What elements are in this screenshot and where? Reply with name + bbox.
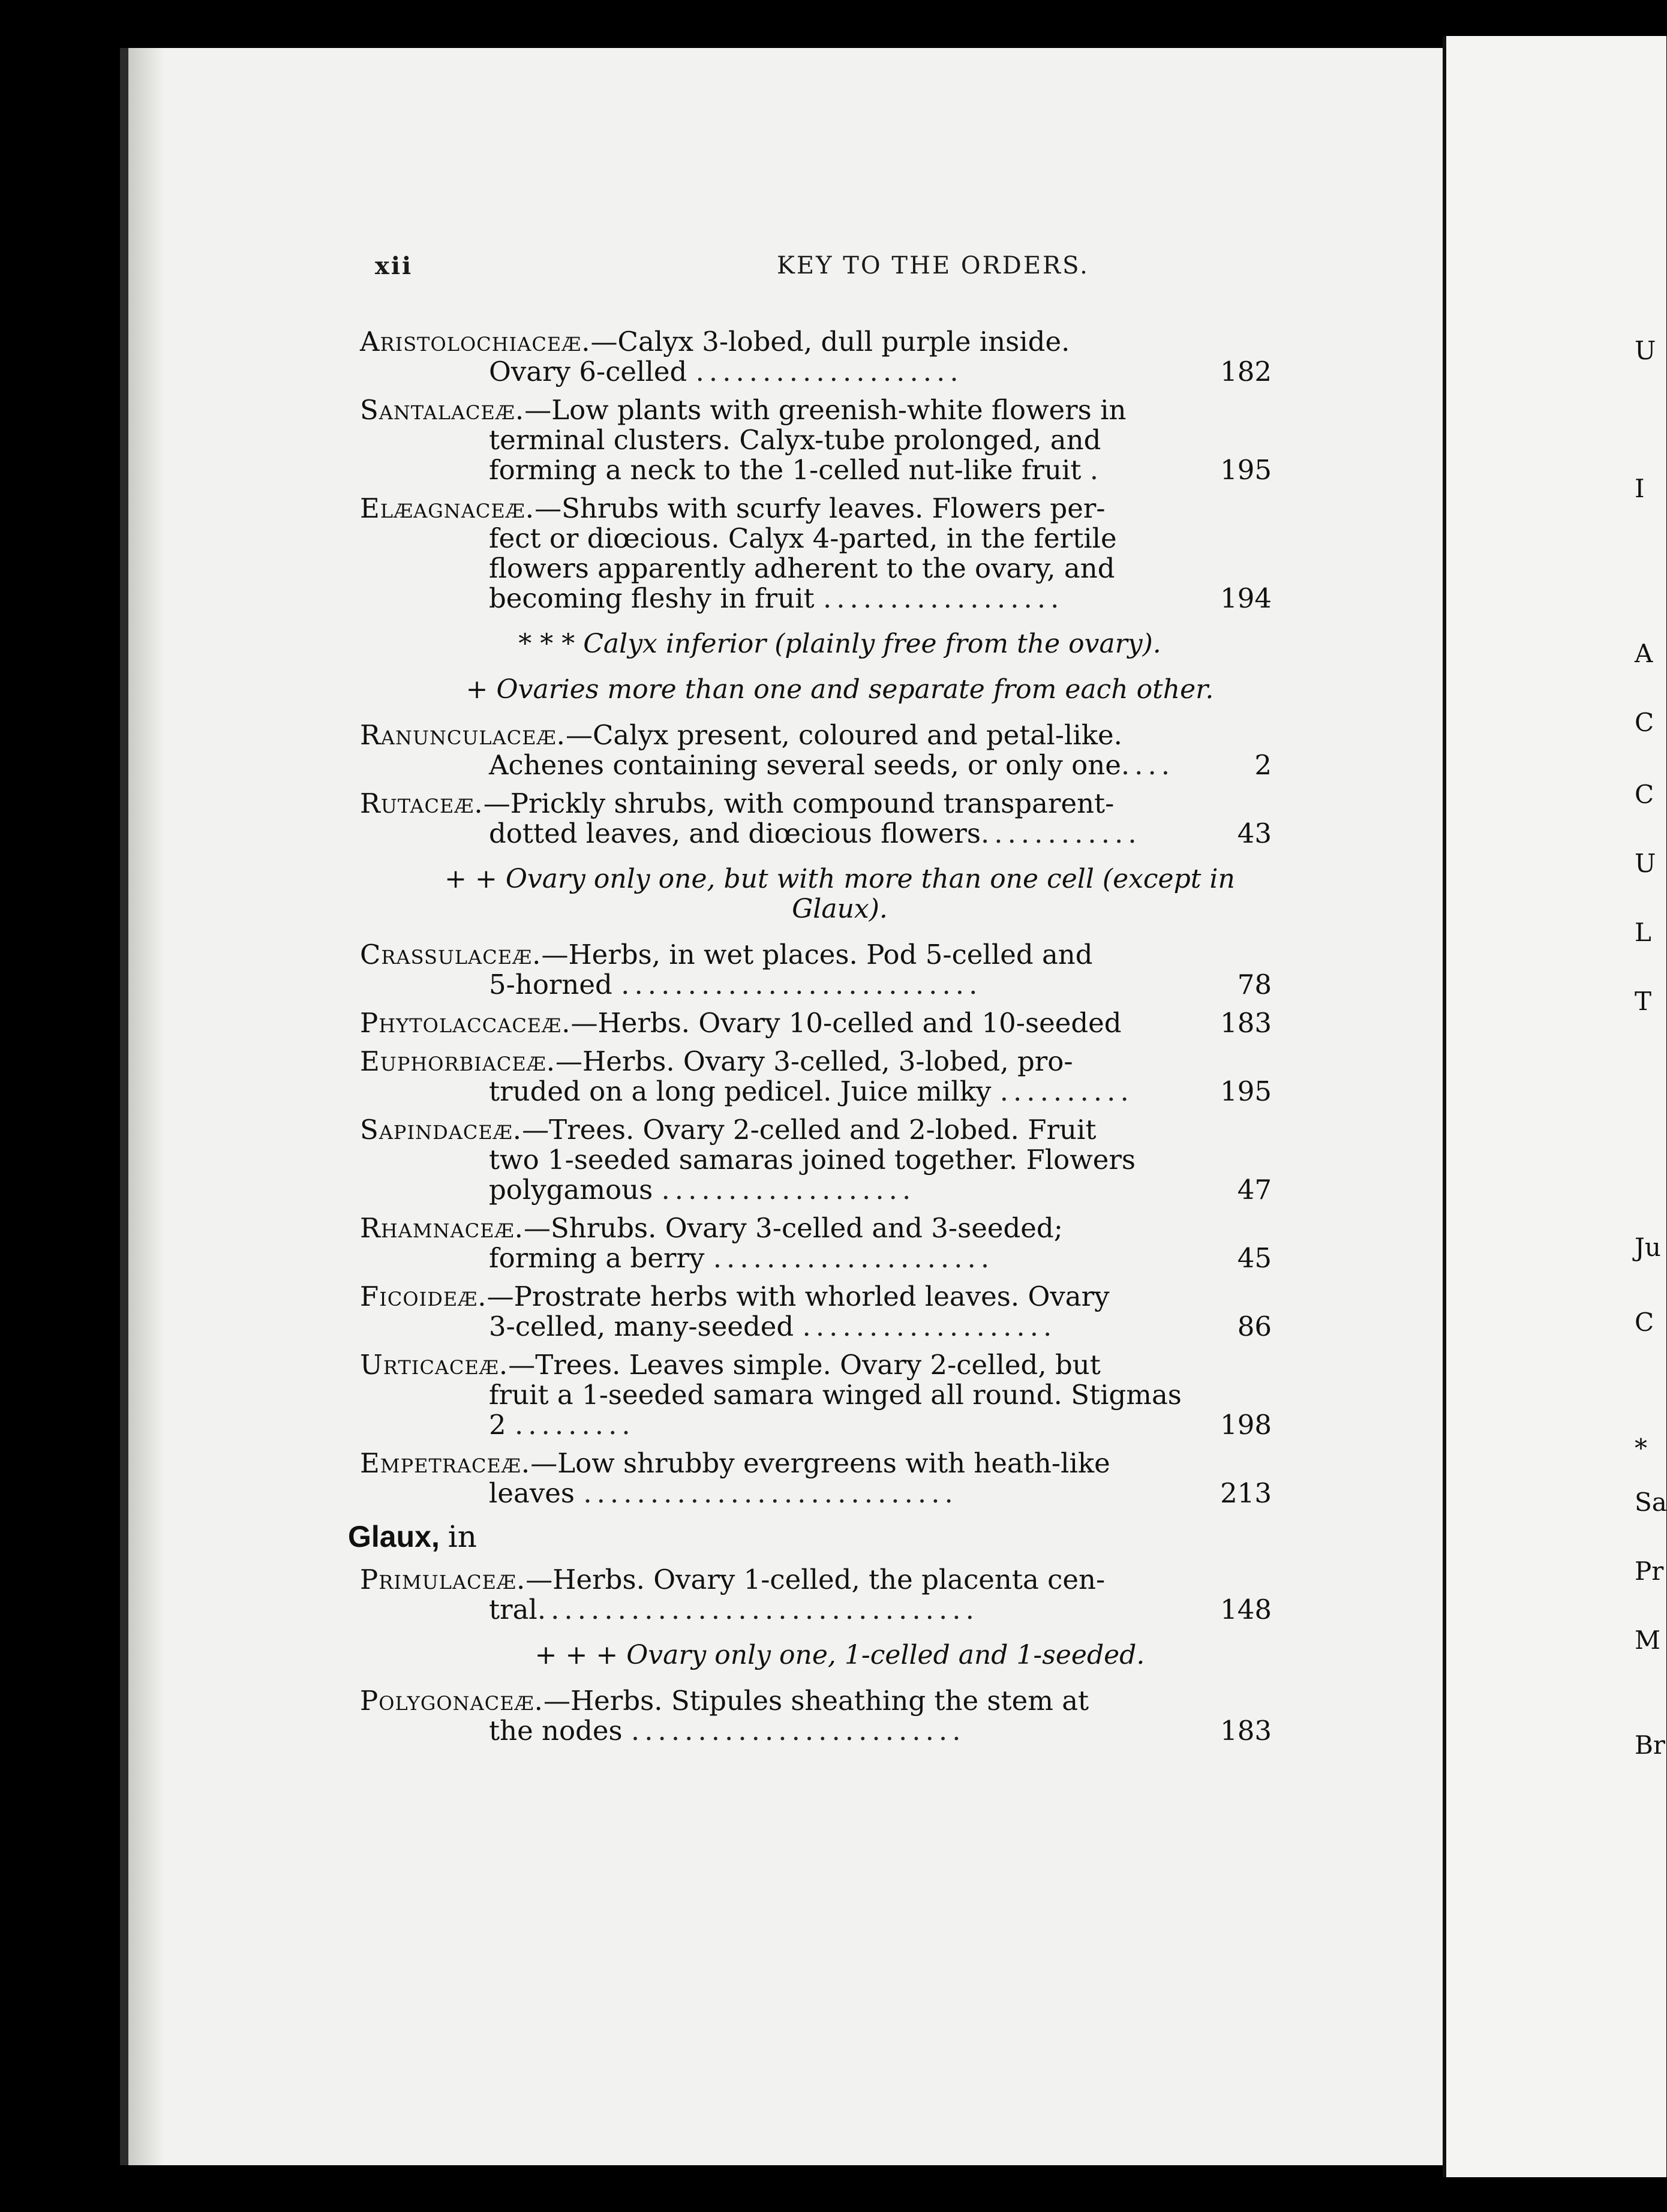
entry-elaeagnaceae: Elæagnaceæ.—Shrubs with scurfy leaves. Flowers per- fect or diœcious. Calyx 4-parted, in the fertile flowers apparently adherent to the ovary, and becoming fleshy in fruit .................. 194 — [360, 492, 1272, 614]
page-header — [249, 252, 1239, 294]
margin-letter: U — [1635, 336, 1656, 365]
entry-name: Ficoideæ. — [360, 1281, 487, 1312]
margin-letter: C — [1635, 1308, 1654, 1337]
entry-text: —Herbs. Ovary 3-celled, 3-lobed, pro- — [555, 1045, 1073, 1077]
entry-text: —Herbs. Ovary 10-celled and 10-seeded — [570, 1007, 1122, 1039]
entry-text: —Low plants with greenish-white flowers in — [524, 394, 1127, 426]
entry-page: 43 — [1237, 818, 1272, 849]
entry-name: Euphorbiaceæ. — [360, 1045, 556, 1077]
entry-name: Primulaceæ. — [360, 1564, 526, 1595]
genus-name: Glaux, — [348, 1520, 440, 1553]
entry-text-cont: Achenes containing several seeds, or only one — [489, 749, 1121, 781]
margin-letter: T — [1635, 987, 1652, 1016]
entry-text-cont: tral — [489, 1594, 537, 1625]
margin-letter: C — [1635, 780, 1654, 809]
entry-page: 2 — [1254, 749, 1272, 781]
entry-primulaceae: Primulaceæ.—Herbs. Ovary 1-celled, the placenta cen- tral................................. 148 — [360, 1564, 1272, 1625]
margin-letter: Pr — [1635, 1556, 1664, 1586]
entry-text-cont: 3-celled, many-seeded — [489, 1311, 794, 1342]
entry-page: 195 — [1220, 454, 1272, 486]
key-content — [348, 326, 1272, 1754]
margin-letter: A — [1635, 639, 1653, 668]
entry-name: Ranunculaceæ. — [360, 719, 566, 751]
entry-text-cont: terminal clusters. Calyx-tube prolonged, and forming a neck to the 1-celled nut-like fruit — [489, 424, 1101, 486]
entry-page: 195 — [1220, 1075, 1272, 1107]
entry-text: —Calyx 3-lobed, dull purple inside. — [590, 326, 1070, 357]
margin-letter: I — [1635, 474, 1645, 503]
entry-name: Aristolochiaceæ. — [360, 326, 591, 357]
entry-text-cont: dotted leaves, and diœcious flowers — [489, 818, 981, 849]
entry-text: —Prostrate herbs with whorled leaves. Ovary — [486, 1281, 1110, 1312]
margin-letter: Sa — [1635, 1487, 1667, 1517]
margin-letter: L — [1635, 918, 1651, 947]
entry-euphorbiaceae: Euphorbiaceæ.—Herbs. Ovary 3-celled, 3-lobed, pro- truded on a long pedicel. Juice milky .......... 195 — [360, 1045, 1272, 1107]
entry-rutaceae: Rutaceæ.—Prickly shrubs, with compound transparent- dotted leaves, and diœcious flowers............ 43 — [360, 788, 1272, 849]
entry-name: Phytolaccaceæ. — [360, 1007, 571, 1039]
section-heading-ovary-one-cells: + + Ovary only one, but with more than one cell (except in Glaux). — [444, 864, 1235, 924]
entry-text-cont: 5-horned — [489, 969, 612, 1000]
entry-name: Polygonaceæ. — [360, 1685, 543, 1717]
entry-name: Sapindaceæ. — [360, 1114, 522, 1146]
entry-name: Urticaceæ. — [360, 1349, 509, 1381]
entry-name: Empetraceæ. — [360, 1447, 531, 1479]
entry-text: —Low shrubby evergreens with heath-like — [530, 1447, 1110, 1479]
genus-in: in — [447, 1519, 477, 1554]
page-title: KEY TO THE ORDERS. — [777, 252, 1089, 279]
margin-letter: U — [1635, 849, 1656, 878]
margin-letter: C — [1635, 708, 1654, 737]
entry-ranunculaceae: Ranunculaceæ.—Calyx present, coloured and petal-like. Achenes containing several seeds, or only one.... 2 — [360, 719, 1272, 781]
entry-text-cont: truded on a long pedicel. Juice milky — [489, 1075, 992, 1107]
entry-text-cont: forming a berry — [489, 1242, 705, 1274]
entry-text: —Herbs. Stipules sheathing the stem at — [543, 1685, 1089, 1717]
margin-letter: * — [1635, 1433, 1647, 1463]
entry-text: —Shrubs. Ovary 3-celled and 3-seeded; — [523, 1212, 1063, 1244]
entry-text-cont: fruit a 1-seeded samara winged all round. Stigmas 2 — [489, 1379, 1182, 1441]
entry-text-cont: the nodes — [489, 1715, 623, 1747]
entry-text-cont: two 1-seeded samaras joined together. Flowers polygamous — [489, 1144, 1136, 1206]
entry-crassulaceae: Crassulaceæ.—Herbs, in wet places. Pod 5-celled and 5-horned ........................... 78 — [360, 939, 1272, 1000]
entry-text-cont: Ovary 6-celled — [489, 356, 687, 387]
entry-phytolaccaceae — [360, 1008, 1272, 1038]
page-number: xii — [375, 252, 413, 280]
entry-text-cont: leaves — [489, 1477, 575, 1509]
entry-text: —Trees. Ovary 2-celled and 2-lobed. Fruit — [522, 1114, 1097, 1146]
entry-aristolochiaceae: Aristolochiaceæ.—Calyx 3-lobed, dull purple inside. Ovary 6-celled .................... 182 — [360, 326, 1272, 387]
entry-santalaceae: Santalaceæ.—Low plants with greenish-white flowers in terminal clusters. Calyx-tube prolonged, and forming a neck to the 1-celled nut-like fruit . 195 — [360, 394, 1272, 486]
entry-page: 198 — [1220, 1409, 1272, 1441]
entry-name: Crassulaceæ. — [360, 939, 542, 970]
entry-empetraceae: Empetraceæ.—Low shrubby evergreens with heath-like leaves ............................ 213 — [360, 1447, 1272, 1509]
entry-name: Elæagnaceæ. — [360, 492, 535, 524]
genus-heading-glaux — [348, 1519, 1272, 1554]
entry-text: —Trees. Leaves simple. Ovary 2-celled, but — [508, 1349, 1101, 1381]
right-page-edge — [1443, 36, 1666, 2177]
entry-name: Rutaceæ. — [360, 788, 483, 819]
entry-page: 86 — [1237, 1311, 1272, 1342]
entry-page: 45 — [1237, 1242, 1272, 1274]
margin-letter: M — [1635, 1625, 1661, 1655]
entry-page: 213 — [1220, 1477, 1272, 1509]
entry-page: 47 — [1237, 1174, 1272, 1206]
entry-name: Santalaceæ. — [360, 394, 525, 426]
section-heading-ovaries-separate: + Ovaries more than one and separate from each other. — [465, 674, 1214, 705]
margin-letter: Ju — [1635, 1233, 1661, 1262]
entry-name: Rhamnaceæ. — [360, 1212, 524, 1244]
entry-rhamnaceae: Rhamnaceæ.—Shrubs. Ovary 3-celled and 3-seeded; forming a berry ..................... 45 — [360, 1212, 1272, 1274]
margin-letter: Br — [1635, 1730, 1665, 1760]
entry-text-cont: fect or diœcious. Calyx 4-parted, in the fertile flowers apparently adherent to the ovary, and becoming fleshy in fruit — [489, 522, 1117, 614]
entry-sapindaceae: Sapindaceæ.—Trees. Ovary 2-celled and 2-lobed. Fruit two 1-seeded samaras joined together. Flowers polygamous ................... 47 — [360, 1114, 1272, 1206]
entry-text: —Shrubs with scurfy leaves. Flowers per- — [534, 492, 1106, 524]
entry-urticaceae: Urticaceæ.—Trees. Leaves simple. Ovary 2-celled, but fruit a 1-seeded samara winged all round. Stigmas 2 ......... 198 — [360, 1349, 1272, 1441]
entry-text: —Prickly shrubs, with compound transparent- — [483, 788, 1115, 819]
entry-text: —Herbs. Ovary 1-celled, the placenta cen- — [525, 1564, 1106, 1595]
entry-text: —Calyx present, coloured and petal-like. — [565, 719, 1122, 751]
entry-page: 148 — [1220, 1594, 1272, 1625]
entry-page: 182 — [1220, 356, 1272, 387]
entry-ficoideae: Ficoideæ.—Prostrate herbs with whorled leaves. Ovary 3-celled, many-seeded ................... 86 — [360, 1281, 1272, 1342]
entry-page: 183 — [1220, 1007, 1272, 1039]
entry-page: 183 — [1220, 1715, 1272, 1747]
section-heading-calyx-inferior: * * * Calyx inferior (plainly free from the ovary). — [518, 629, 1161, 659]
section-heading-one-celled: + + + Ovary only one, 1-celled and 1-seeded. — [534, 1640, 1145, 1670]
entry-text: —Herbs, in wet places. Pod 5-celled and — [541, 939, 1093, 970]
entry-page: 78 — [1237, 969, 1272, 1000]
entry-page: 194 — [1220, 582, 1272, 614]
entry-polygonaceae: Polygonaceæ.—Herbs. Stipules sheathing the stem at the nodes ......................... 183 — [360, 1685, 1272, 1747]
